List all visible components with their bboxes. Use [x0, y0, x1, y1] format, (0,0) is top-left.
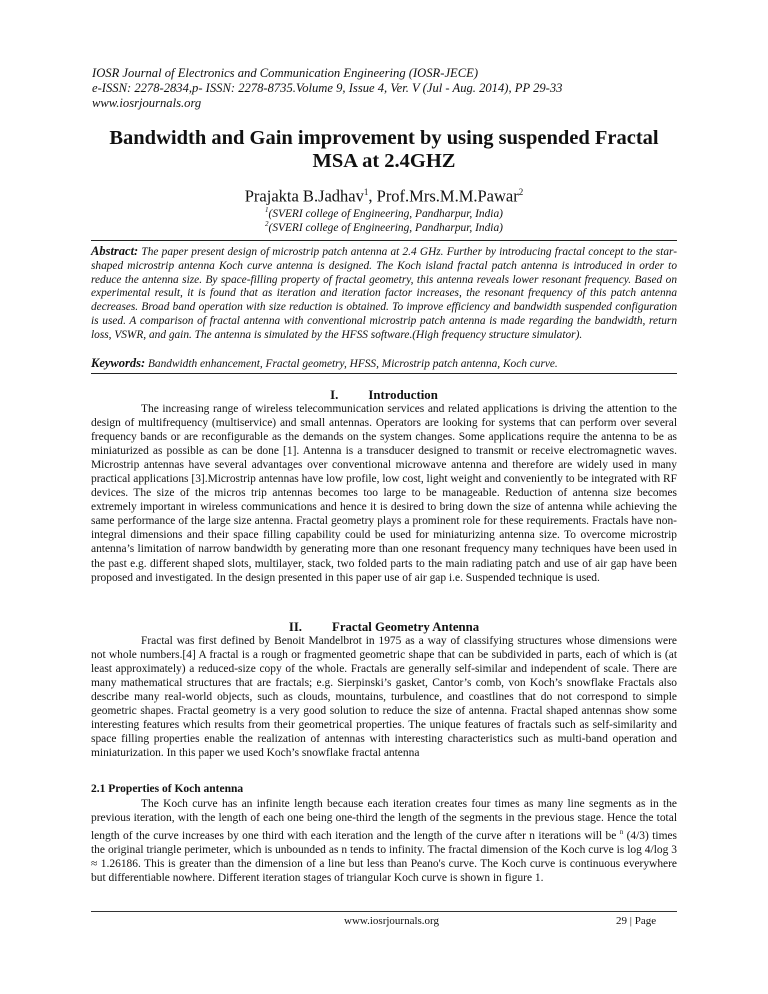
superscript-n: n [619, 828, 624, 837]
author-2-affil-mark: 2 [518, 187, 524, 197]
section-2-text: Fractal was first defined by Benoit Mandelbrot in 1975 as a way of classifying structures whose dimensions were not whole numbers.[4] A fractal is a rough or fragmented geometric shape that can be subdivided in parts, each of which is (at least approximately) a reduced-size copy of the whole. Fractals are generally self-similar and independent of scale. There are many mathematical structures that are fractals; e.g. Sierpinski’s gasket, Cantor’s comb, von Koch’s snowflake Fractals also describe many real-world objects, such as clouds, mountains, turbulence, and coastlines that do not correspond to simple geometric shapes. Fractal geometry is a very good solution to reduce the size of antenna. Fractal shaped antennas show some interesting features which results from their geometrical properties. The unique features of fractals such as self-similarity and space filling properties enable the realization of antennas with interesting characteristics such as multi-band operation and miniaturization. In this paper we used Koch’s snowflake fractal antenna [91, 635, 677, 760]
journal-website[interactable]: www.iosrjournals.org [92, 96, 202, 110]
keywords-text: Bandwidth enhancement, Fractal geometry, HFSS, Microstrip patch antenna, Koch curve. [145, 358, 558, 370]
author-1-affil-mark: 1 [363, 187, 369, 197]
subsection-2-1-body [91, 797, 677, 885]
paper-title-line1: Bandwidth and Gain improvement by using suspended Fractal [109, 127, 659, 149]
section-1-title: Introduction [368, 388, 438, 402]
affiliation-2-mark: 2 [265, 220, 269, 228]
paper-title [90, 127, 678, 173]
section-2-heading [90, 620, 678, 635]
affiliation-1-text: (SVERI college of Engineering, Pandharpur, India) [268, 207, 503, 220]
section-2-title: Fractal Geometry Antenna [332, 620, 480, 634]
abstract-text: The paper present design of microstrip patch antenna at 2.4 GHz. Further by introducing fractal concept to the star-shaped microstrip antenna Koch curve antenna is designed. The Koch island fractal patch antenna is introduced in order to reduce the antenna size. By space-filling property of fractal geometry, this antenna reveals lower resonant frequency. Based on experimental result, it is found that as iteration and iteration factor increases, the resonant frequency of this patch antenna decreases. Broad band operation with size reduction is obtained. To improve efficiency and bandwidth suspended configuration is used. A comparison of fractal antenna with conventional microstrip patch antenna is made regarding the bandwidth, return loss, VSWR, and gain. The antenna is simulated by the HFSS software.(High frequency structure simulator). [91, 246, 677, 341]
author-2: Prof.Mrs.M.M.Pawar [376, 186, 519, 206]
affiliation-2 [90, 218, 678, 235]
section-1-number: I. [330, 388, 339, 402]
section-1-text: The increasing range of wireless telecommunication services and related applications is driving the attention to the design of multifrequency (multiservice) and small antennas. Operators are looking for systems that can perform over several frequency bands or are reconfigurable as the demands on the system changes. Some applications require the antenna to be as miniaturized as possible as can be done [1]. Antenna is a transducer designed to transmit or receive electromagnetic waves. Microstrip antennas have several advantages over conventional microwave antenna and therefore are widely used in many practical applications [3].Microstrip antennas have low profile, low cost, light weight and conveniently to be integrated with RF devices. The size of the micros trip antennas becomes too large to be manageable. Reduction of antenna size becomes extremely important in wireless communications and hence it is desired to bring down the size of antenna while achieving the same performance of the large size antenna. Fractal geometry plays a prominent role for these requirements. Fractals have non-integral dimensions and their space filling capability could be used for miniaturizing antenna size. To overcome microstrip antenna’s limitation of narrow bandwidth by generating more than one resonant frequency many techniques have been used in the past e.g. different shaped slots, multilayer, stack, two folded parts to the main radiating patch and use of air gap have been proposed and investigated. In the design presented in this paper use of air gap i.e. Suspended technique is used. [91, 403, 677, 584]
footer-rule [91, 911, 677, 912]
abstract-bottom-rule [91, 373, 677, 374]
author-separator: , [368, 186, 377, 206]
paper-title-line2: MSA at 2.4GHZ [312, 150, 456, 172]
abstract-top-rule [91, 240, 677, 241]
keywords-label: Keywords: [91, 356, 146, 370]
journal-issn: e-ISSN: 2278-2834,p- ISSN: 2278-8735.Volume 9, Issue 4, Ver. V (Jul - Aug. 2014), PP 29-33 [92, 81, 563, 95]
footer-page-number: 29 | Page [616, 915, 657, 927]
journal-header [92, 66, 692, 111]
abstract-block [91, 245, 677, 342]
subsection-2-1-heading: 2.1 Properties of Koch antenna [91, 783, 244, 795]
affiliation-1-mark: 1 [265, 206, 269, 214]
section-1-heading [90, 388, 678, 403]
section-1-body [91, 402, 677, 585]
author-1: Prajakta B.Jadhav [244, 186, 364, 206]
keywords-block [91, 357, 677, 372]
subsection-2-1-text-a: The Koch curve has an infinite length because each iteration creates four times as many line segments as in the previous iteration, with the length of each one being one-third the length of the segments in the previous stage. Hence the total length of the curve increases by one third with each iteration and the length of the curve after n iterations will be [91, 798, 677, 842]
affiliation-2-text: (SVERI college of Engineering, Pandharpur, India) [268, 221, 503, 234]
subsection-2-1-text-b: (4/3) times the original triangle perimeter, which is unbounded as n tends to infinity. The fractal dimension of the Koch curve is log 4/log 3 ≈ 1.26186. This is greater than the dimension of a line but less than Peano's curve. The Koch curve is continuous everywhere but differentiable nowhere. Different iteration stages of triangular Koch curve is shown in figure 1. [91, 829, 677, 885]
abstract-label: Abstract: [91, 244, 139, 258]
section-2-number: II. [288, 620, 303, 634]
journal-name: IOSR Journal of Electronics and Communication Engineering (IOSR-JECE) [92, 66, 479, 80]
author-list [90, 182, 678, 207]
footer-website[interactable]: www.iosrjournals.org [344, 915, 440, 927]
section-2-body [91, 634, 677, 760]
